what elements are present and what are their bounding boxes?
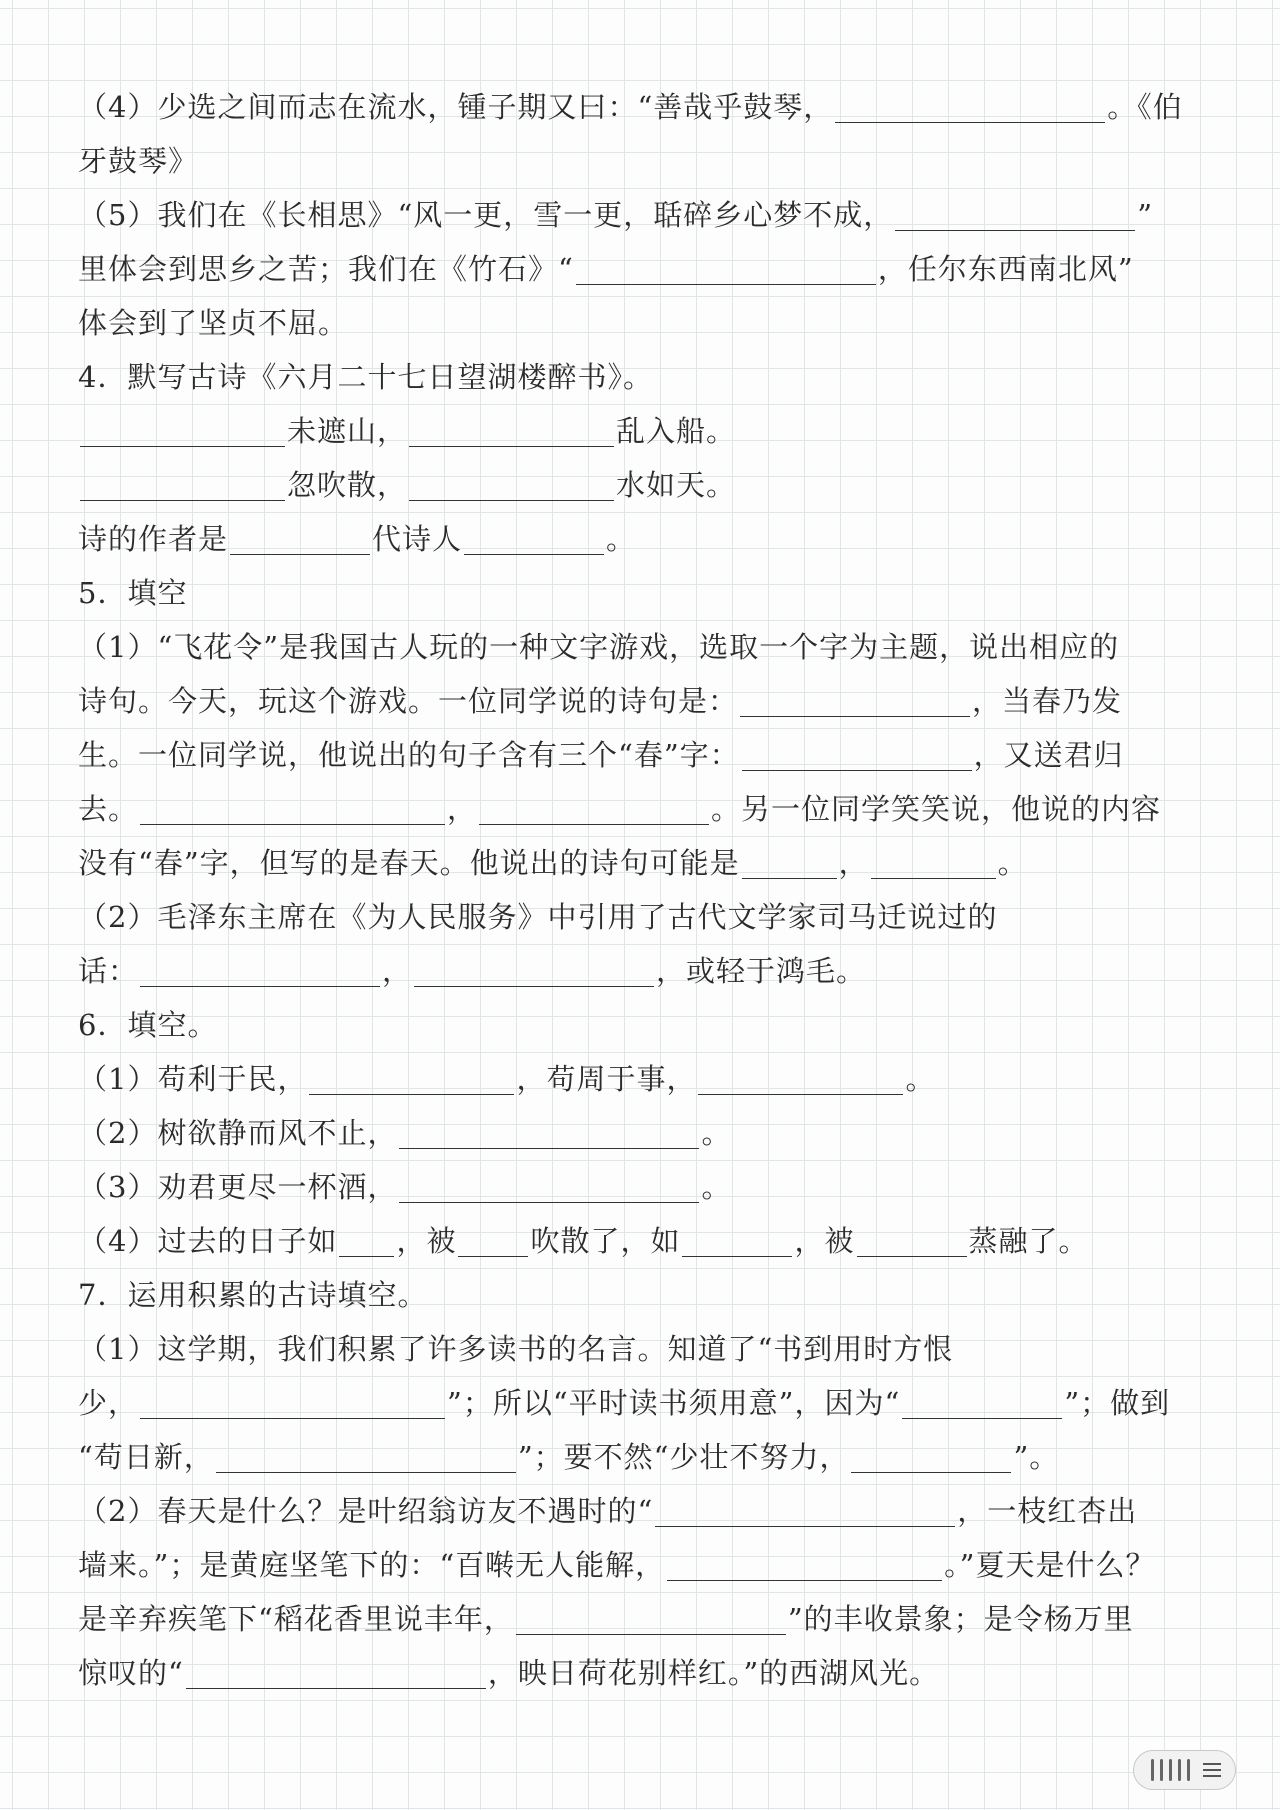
bar-icon [1187, 1759, 1190, 1781]
answer-blank[interactable] [140, 1417, 445, 1419]
answer-blank[interactable] [230, 553, 370, 555]
answer-blank[interactable] [742, 769, 972, 771]
answer-blank[interactable] [186, 1687, 486, 1689]
answer-blank[interactable] [140, 985, 380, 987]
answer-blank[interactable] [835, 121, 1105, 123]
answer-blank[interactable] [479, 823, 709, 825]
answer-blank[interactable] [140, 823, 445, 825]
question-line: （2）春天是什么？是叶绍翁访友不遇时的“ ，一枝红杏出 [78, 1494, 1138, 1528]
question-line: （1）这学期，我们积累了许多读书的名言。知道了“书到用时方恨 [78, 1332, 954, 1366]
answer-blank[interactable] [851, 1471, 1011, 1473]
answer-blank[interactable] [667, 1579, 942, 1581]
question-line: （4）过去的日子如 ，被 吹散了，如 ，被 蒸融了。 [78, 1224, 1089, 1258]
menu-icon[interactable] [1203, 1763, 1221, 1777]
answer-blank[interactable] [576, 283, 876, 285]
bar-icon [1169, 1759, 1172, 1781]
answer-blank[interactable] [409, 499, 614, 501]
image-viewer-badge[interactable] [1133, 1750, 1236, 1790]
answer-blank[interactable] [902, 1417, 1062, 1419]
section-heading: 6．填空。 [78, 1008, 218, 1042]
question-line: 生。一位同学说，他说出的句子含有三个“春”字： ，又送君归 [78, 738, 1124, 772]
question-line: 少， ”；所以“平时读书须用意”，因为“ ”；做到 [78, 1386, 1171, 1420]
bar-icon [1160, 1759, 1163, 1781]
section-heading: 4．默写古诗《六月二十七日望湖楼醉书》。 [78, 360, 653, 394]
answer-blank[interactable] [516, 1633, 786, 1635]
answer-blank[interactable] [80, 445, 285, 447]
question-line: “苟日新， ”；要不然“少壮不努力， ”。 [78, 1440, 1060, 1474]
question-line: （2）毛泽东主席在《为人民服务》中引用了古代文学家司马迁说过的 [78, 900, 998, 934]
section-heading: 5．填空 [78, 576, 188, 610]
worksheet [78, 80, 1208, 1700]
answer-blank[interactable] [409, 445, 614, 447]
answer-blank[interactable] [871, 877, 996, 879]
answer-blank[interactable] [80, 499, 285, 501]
answer-blank[interactable] [414, 985, 654, 987]
question-line: 没有“春”字，但写的是春天。他说出的诗句可能是 ， 。 [78, 846, 1028, 880]
answer-blank[interactable] [740, 715, 970, 717]
question-line: 去。 ， 。另一位同学笑笑说，他说的内容 [78, 792, 1162, 826]
question-line: 体会到了坚贞不屈。 [78, 306, 349, 340]
answer-blank[interactable] [464, 553, 604, 555]
section-heading: 7．运用积累的古诗填空。 [78, 1278, 428, 1312]
question-line: 是辛弃疾笔下“稻花香里说丰年， ”的丰收景象；是令杨万里 [78, 1602, 1134, 1636]
answer-blank[interactable] [399, 1201, 699, 1203]
question-line: （1）“飞花令”是我国古人玩的一种文字游戏，选取一个字为主题，说出相应的 [78, 630, 1120, 664]
question-line: （2）树欲静而风不止， 。 [78, 1116, 732, 1150]
answer-blank[interactable] [895, 229, 1135, 231]
question-line: 牙鼓琴》 [78, 144, 199, 178]
question-line: 未遮山， 乱入船。 [78, 404, 1208, 458]
bar-icon [1178, 1759, 1181, 1781]
answer-blank[interactable] [682, 1255, 792, 1257]
answer-blank[interactable] [857, 1255, 967, 1257]
answer-blank[interactable] [458, 1255, 528, 1257]
answer-blank[interactable] [742, 877, 837, 879]
question-line: （3）劝君更尽一杯酒， 。 [78, 1170, 732, 1204]
question-line: （1）苟利于民， ，苟周于事， 。 [78, 1062, 936, 1096]
answer-blank[interactable] [655, 1525, 955, 1527]
question-line: （5）我们在《长相思》“风一更，雪一更，聒碎乡心梦不成， ” [78, 198, 1154, 232]
question-line: 诗句。今天，玩这个游戏。一位同学说的诗句是： ，当春乃发 [78, 684, 1123, 718]
question-line: 惊叹的“ ，映日荷花别样红。”的西湖风光。 [78, 1656, 940, 1690]
answer-blank[interactable] [216, 1471, 516, 1473]
question-line: （4）少选之间而志在流水，锺子期又曰：“善哉乎鼓琴， 。《伯 [78, 90, 1183, 124]
question-line: 墙来。”；是黄庭坚笔下的：“百啭无人能解， 。”夏天是什么？ [78, 1548, 1156, 1582]
bar-icon [1151, 1759, 1154, 1781]
question-line: 里体会到思乡之苦；我们在《竹石》“ ，任尔东西南北风” [78, 252, 1134, 286]
question-line: 话： ， ，或轻于鸿毛。 [78, 954, 867, 988]
answer-blank[interactable] [339, 1255, 394, 1257]
question-line: 诗的作者是 代诗人 。 [78, 522, 637, 556]
answer-blank[interactable] [399, 1147, 699, 1149]
answer-blank[interactable] [698, 1093, 903, 1095]
answer-blank[interactable] [309, 1093, 514, 1095]
question-line: 忽吹散， 水如天。 [78, 458, 1208, 512]
